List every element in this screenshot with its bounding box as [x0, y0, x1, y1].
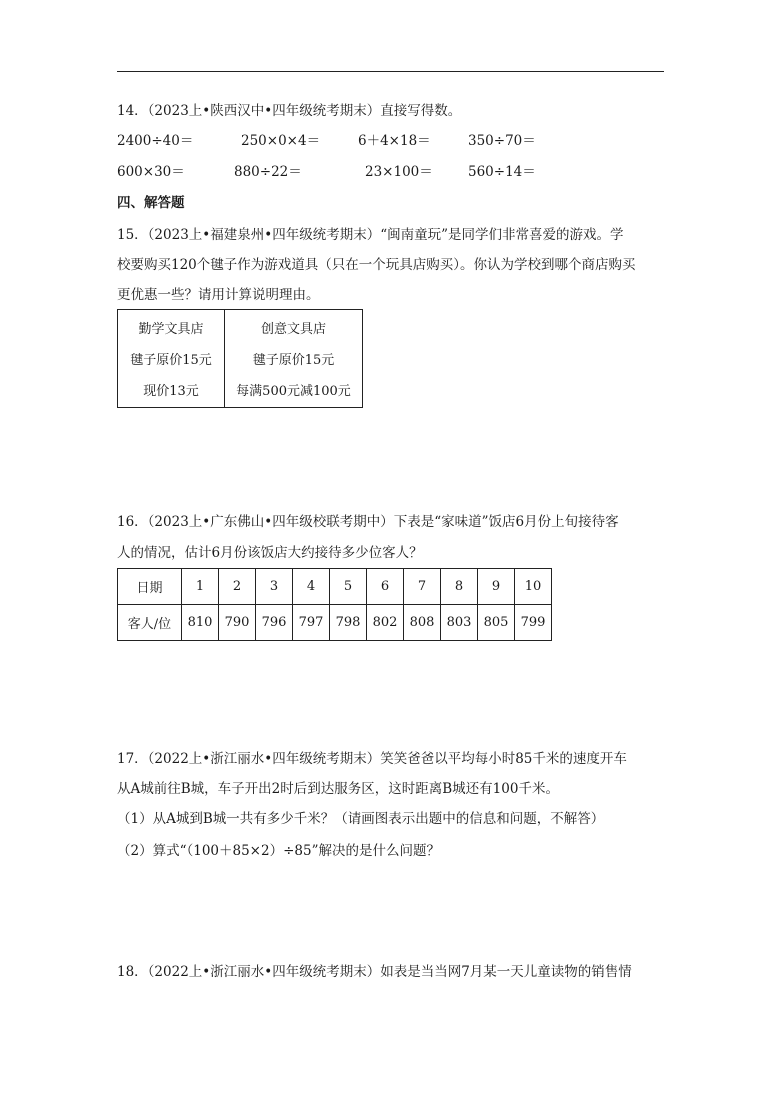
q14-title: 14．（2023上•陕西汉中•四年级统考期末）直接写得数。 [117, 103, 462, 119]
day-cell: 5 [330, 569, 367, 605]
q14-calc-1: 2400÷40＝ [117, 133, 194, 149]
q15-line-2: 校要购买120个毽子作为游戏道具（只在一个玩具店购买）。你认为学校到哪个商店购买 [117, 257, 636, 273]
guest-cell: 799 [515, 605, 552, 641]
guest-cell: 796 [256, 605, 293, 641]
guest-cell: 798 [330, 605, 367, 641]
q17-sub-1: （1）从A城到B城一共有多少千米？（请画图表示出题中的信息和问题，不解答） [117, 811, 605, 827]
day-cell: 7 [404, 569, 441, 605]
header-date-label: 日期 [118, 569, 182, 605]
q16-line-1: 16．（2023上•广东佛山•四年级校联考期中）下表是“家味道”饭店6月份上旬接待客 [117, 514, 619, 530]
day-cell: 1 [182, 569, 219, 605]
q14-calc-5: 600×30＝ [117, 164, 185, 180]
q17-line-2: 从A城前往B城，车子开出2时后到达服务区，这时距离B城还有100千米。 [117, 781, 559, 797]
day-cell: 3 [256, 569, 293, 605]
shop-a-cell [118, 310, 225, 408]
q17-line-1: 17．（2022上•浙江丽水•四年级统考期末）笑笑爸爸以平均每小时85千米的速度开车 [117, 751, 627, 767]
q15-line-3: 更优惠一些？请用计算说明理由。 [117, 287, 320, 303]
day-cell: 10 [515, 569, 552, 605]
row-guests-label: 客人/位 [118, 605, 182, 641]
guest-cell: 790 [219, 605, 256, 641]
shop-b-original-price: 毽子原价15元 [252, 353, 335, 368]
shop-a-original-price: 毽子原价15元 [130, 353, 212, 368]
section-heading: 四、解答题 [117, 195, 185, 211]
guest-cell: 808 [404, 605, 441, 641]
q15-line-1: 15．（2023上•福建泉州•四年级统考期末）“闽南童玩”是同学们非常喜爱的游戏。学 [117, 227, 624, 243]
shop-b-discount: 每满500元减100元 [236, 384, 351, 399]
day-cell: 2 [219, 569, 256, 605]
guest-cell: 805 [478, 605, 515, 641]
guest-count-table [117, 568, 552, 641]
q14-calc-4: 350÷70＝ [468, 133, 536, 149]
q14-calc-2: 250×0×4＝ [241, 133, 321, 149]
shop-price-table [117, 309, 363, 408]
guest-cell: 803 [441, 605, 478, 641]
q16-line-2: 人的情况，估计6月份该饭店大约接待多少位客人？ [117, 545, 423, 561]
day-cell: 4 [293, 569, 330, 605]
q14-calc-3: 6＋4×18＝ [358, 133, 431, 149]
q17-sub-2: （2）算式“（100＋85×2）÷85”解决的是什么问题？ [117, 843, 440, 859]
guest-cell: 797 [293, 605, 330, 641]
guest-cell: 802 [367, 605, 404, 641]
table-row [118, 605, 552, 641]
q14-calc-8: 560÷14＝ [468, 164, 536, 180]
shop-a-name: 勤学文具店 [138, 322, 204, 337]
day-cell: 8 [441, 569, 478, 605]
shop-b-name: 创意文具店 [260, 322, 326, 337]
q18-line-1: 18．（2022上•浙江丽水•四年级统考期末）如表是当当网7月某一天儿童读物的销售情 [117, 964, 632, 980]
q14-calc-6: 880÷22＝ [234, 164, 302, 180]
guest-cell: 810 [182, 605, 219, 641]
shop-a-current-price: 现价13元 [143, 384, 199, 399]
table-row [118, 569, 552, 605]
day-cell: 6 [367, 569, 404, 605]
header-rule [117, 71, 664, 72]
day-cell: 9 [478, 569, 515, 605]
q14-calc-7: 23×100＝ [365, 164, 433, 180]
shop-b-cell [225, 310, 363, 408]
